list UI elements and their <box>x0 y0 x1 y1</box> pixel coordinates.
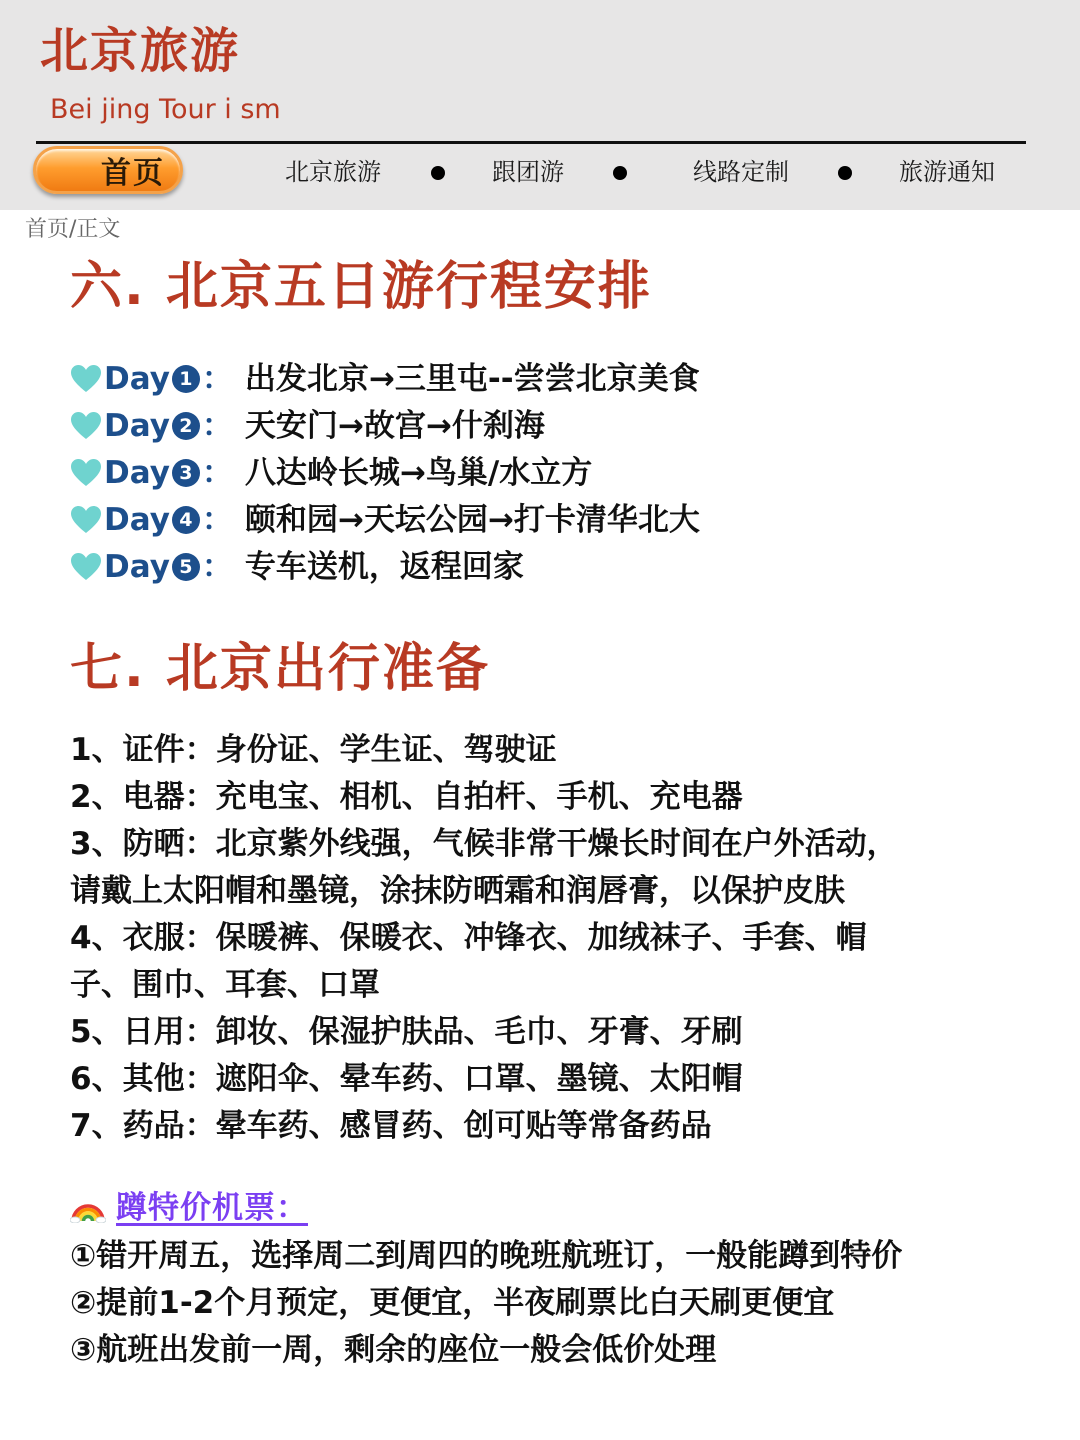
nav-item-beijing-tourism[interactable]: 北京旅游 <box>285 158 381 186</box>
day-number-badge: 1 <box>172 365 200 393</box>
prep-line: 2、电器：充电宝、相机、自拍杆、手机、充电器 <box>70 779 743 815</box>
day-label: Day <box>104 502 170 538</box>
ticket-tip: ③航班出发前一周，剩余的座位一般会低价处理 <box>70 1332 717 1368</box>
day-plan-text: 颐和园→天坛公园→打卡清华北大 <box>244 502 700 538</box>
prep-line: 7、药品：晕车药、感冒药、创可贴等常备药品 <box>70 1108 712 1144</box>
cheap-tickets-link[interactable]: 蹲特价机票： <box>116 1190 308 1226</box>
day-number-badge: 5 <box>172 553 200 581</box>
ticket-tip: ②提前1-2个月预定，更便宜，半夜刷票比白天刷更便宜 <box>70 1285 835 1321</box>
day-label: Day <box>104 408 170 444</box>
prep-line: 请戴上太阳帽和墨镜，涂抹防晒霜和润唇膏，以保护皮肤 <box>70 873 845 909</box>
prep-line: 1、证件：身份证、学生证、驾驶证 <box>70 732 557 768</box>
day-label: Day <box>104 549 170 585</box>
day-label: Day <box>104 455 170 491</box>
teal-heart-icon <box>70 552 102 582</box>
day-plan-text: 出发北京→三里屯--尝尝北京美食 <box>244 361 700 397</box>
day-number-badge: 4 <box>172 506 200 534</box>
day-colon: ： <box>201 549 233 585</box>
header-divider <box>36 141 1026 144</box>
site-title: 北京旅游 <box>40 23 241 79</box>
itinerary-day-row <box>70 545 524 589</box>
site-header <box>0 0 1080 210</box>
day-label: Day <box>104 361 170 397</box>
day-plan-text: 天安门→故宫→什刹海 <box>244 408 545 444</box>
teal-heart-icon <box>70 458 102 488</box>
prep-line: 子、围巾、耳套、口罩 <box>70 967 380 1003</box>
teal-heart-icon <box>70 411 102 441</box>
home-button[interactable]: 首页 <box>33 146 183 194</box>
day-number-badge: 3 <box>172 459 200 487</box>
nav-item-group-tour[interactable]: 跟团游 <box>492 158 564 186</box>
prep-line: 4、衣服：保暖裤、保暖衣、冲锋衣、加绒袜子、手套、帽 <box>70 920 867 956</box>
teal-heart-icon <box>70 505 102 535</box>
breadcrumb: 首页/正文 <box>25 217 121 242</box>
ticket-tip: ①错开周五，选择周二到周四的晚班航班订，一般能蹲到特价 <box>70 1238 903 1274</box>
day-colon: ： <box>201 502 233 538</box>
itinerary-day-row <box>70 404 545 448</box>
day-number-badge: 2 <box>172 412 200 440</box>
day-colon: ： <box>201 361 233 397</box>
bullet-dot-icon <box>613 166 627 180</box>
itinerary-day-row <box>70 498 700 542</box>
nav-item-travel-notice[interactable]: 旅游通知 <box>899 158 995 186</box>
preparation-heading: 七. 北京出行准备 <box>70 639 490 699</box>
prep-line: 3、防晒：北京紫外线强，气候非常干燥长时间在户外活动， <box>70 826 898 862</box>
itinerary-day-row <box>70 451 592 495</box>
bullet-dot-icon <box>431 166 445 180</box>
prep-line: 5、日用：卸妆、保湿护肤品、毛巾、牙膏、牙刷 <box>70 1014 743 1050</box>
itinerary-heading: 六. 北京五日游行程安排 <box>70 257 652 317</box>
rainbow-icon <box>70 1193 106 1223</box>
tickets-heading-row <box>70 1186 308 1230</box>
nav-item-custom-route[interactable]: 线路定制 <box>693 158 789 186</box>
day-colon: ： <box>201 455 233 491</box>
prep-line: 6、其他：遮阳伞、晕车药、口罩、墨镜、太阳帽 <box>70 1061 743 1097</box>
itinerary-day-row <box>70 357 700 401</box>
site-subtitle: Bei jing Tour i sm <box>50 94 281 125</box>
teal-heart-icon <box>70 364 102 394</box>
day-colon: ： <box>201 408 233 444</box>
day-plan-text: 专车送机，返程回家 <box>244 549 524 585</box>
day-plan-text: 八达岭长城→鸟巢/水立方 <box>244 455 593 491</box>
bullet-dot-icon <box>838 166 852 180</box>
